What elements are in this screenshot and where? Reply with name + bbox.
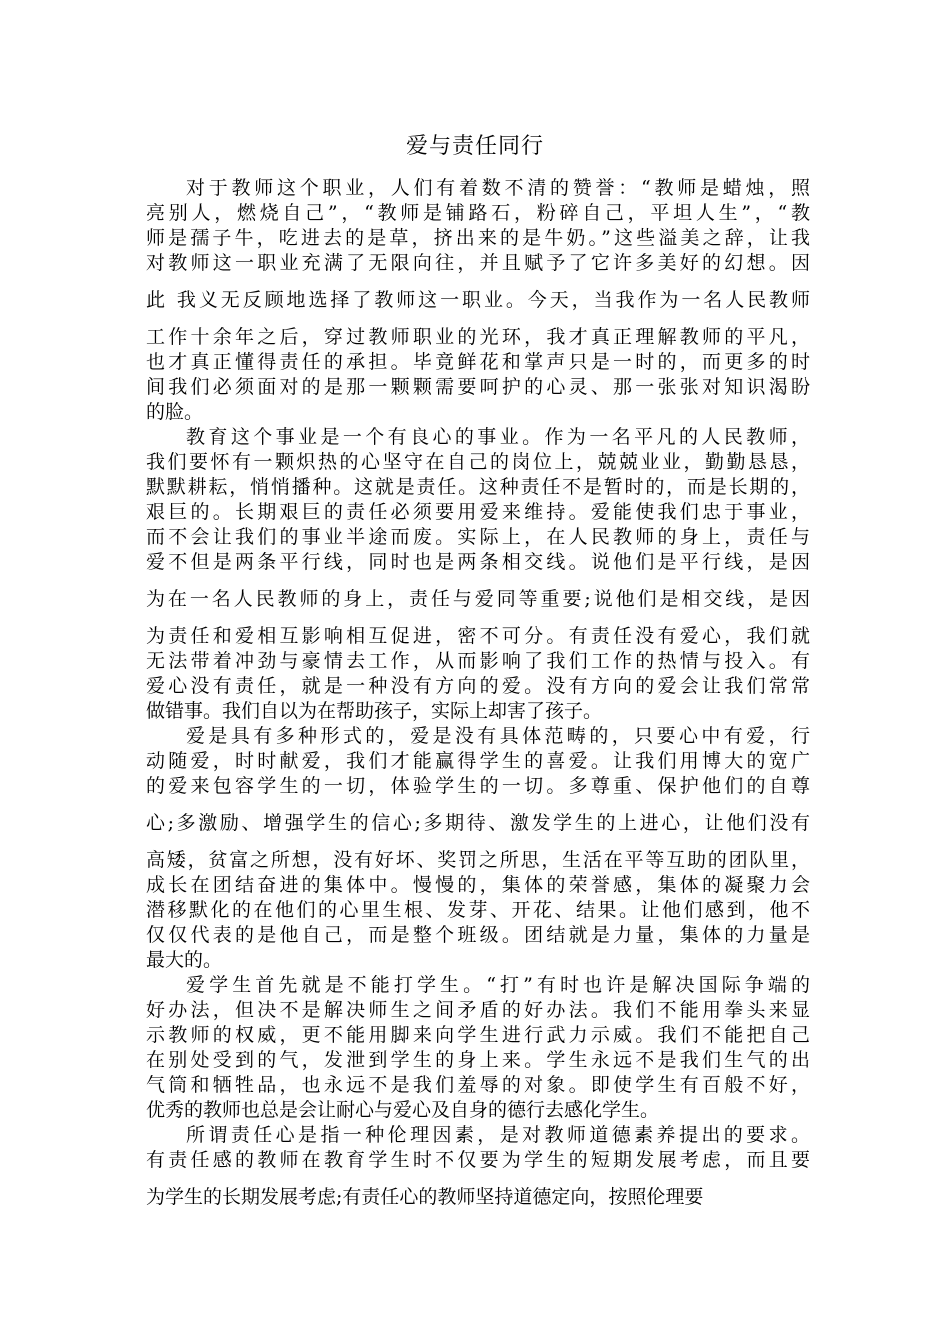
text-line: 优秀的教师也总是会让耐心与爱心及自身的德行去感化学生。	[146, 1099, 660, 1121]
text-line: 也才真正懂得责任的承担。毕竟鲜花和掌声只是一时的，而更多的时	[146, 351, 810, 373]
text-line: 心;多激励、增强学生的信心;多期待、激发学生的上进心，让他们没有	[146, 812, 810, 834]
text-line: 师是孺子牛，吃进去的是草，挤出来的是牛奶。”这些溢美之辞，让我	[146, 227, 810, 249]
text-line: 成长在团结奋进的集体中。慢慢的，集体的荣誉感，集体的凝聚力会	[146, 874, 810, 896]
text-line: 间我们必须面对的是那一颗颗需要呵护的心灵、那一张张对知识渴盼	[146, 376, 810, 398]
text-line: 的脸。	[146, 401, 204, 423]
document-title: 爱与责任同行	[405, 134, 544, 159]
text-line: 动随爱，时时献爱，我们才能赢得学生的喜爱。让我们用博大的宽广	[146, 750, 810, 772]
text-line: 而不会让我们的事业半途而废。实际上，在人民教师的身上，责任与	[146, 526, 810, 548]
text-line: 爱不但是两条平行线，同时也是两条相交线。说他们是平行线，是因	[146, 551, 810, 573]
text-line: 高矮，贫富之所想，没有好坏、奖罚之所思，生活在平等互助的团队里，	[146, 849, 810, 871]
text-line: 在别处受到的气，发泄到学生的身上来。学生永远不是我们生气的出	[146, 1049, 810, 1071]
text-line: 做错事。我们自以为在帮助孩子，实际上却害了孩子。	[146, 700, 603, 722]
text-line: 默默耕耘，悄悄播种。这就是责任。这种责任不是暂时的，而是长期的，	[146, 476, 810, 498]
text-line: 最大的。	[146, 949, 223, 971]
text-line: 仅仅代表的是他自己，而是整个班级。团结就是力量，集体的力量是	[146, 924, 810, 946]
text-line: 示教师的权威，更不能用脚来向学生进行武力示威。我们不能把自己	[146, 1024, 810, 1046]
text-line: 此 我义无反顾地选择了教师这一职业。今天，当我作为一名人民教师	[146, 289, 810, 311]
text-line: 亮别人，燃烧自己”，“教师是铺路石，粉碎自己，平坦人生”，“教	[146, 202, 810, 224]
text-line: 有责任感的教师在教育学生时不仅要为学生的短期发展考虑，而且要	[146, 1149, 810, 1171]
text-line: 所谓责任心是指一种伦理因素，是对教师道德素养提出的要求。	[186, 1124, 810, 1146]
text-line: 艰巨的。长期艰巨的责任必须要用爱来维持。爱能使我们忠于事业，	[146, 501, 810, 523]
text-line: 爱是具有多种形式的，爱是没有具体范畴的，只要心中有爱，行	[186, 725, 810, 747]
text-line: 我们要怀有一颗炽热的心坚守在自己的岗位上，兢兢业业，勤勤恳恳，	[146, 451, 810, 473]
text-line: 气筒和牺牲品，也永远不是我们羞辱的对象。即使学生有百般不好，	[146, 1074, 810, 1096]
text-line: 无法带着冲劲与豪情去工作，从而影响了我们工作的热情与投入。有	[146, 650, 810, 672]
text-line: 为学生的长期发展考虑;有责任心的教师坚持道德定向，按照伦理要	[146, 1186, 704, 1208]
text-line: 爱学生首先就是不能打学生。“打”有时也许是解决国际争端的	[186, 974, 810, 996]
text-line: 工作十余年之后，穿过教师职业的光环，我才真正理解教师的平凡，	[146, 326, 810, 348]
text-line: 为责任和爱相互影响相互促进，密不可分。有责任没有爱心，我们就	[146, 625, 810, 647]
text-line: 潜移默化的在他们的心里生根、发芽、开花、结果。让他们感到，他不	[146, 899, 810, 921]
text-line: 教育这个事业是一个有良心的事业。作为一名平凡的人民教师，	[186, 426, 810, 448]
text-line: 爱心没有责任，就是一种没有方向的爱。没有方向的爱会让我们常常	[146, 675, 810, 697]
text-line: 的爱来包容学生的一切，体验学生的一切。多尊重、保护他们的自尊	[146, 775, 810, 797]
text-line: 好办法，但决不是解决师生之间矛盾的好办法。我们不能用拳头来显	[146, 999, 810, 1021]
text-line: 为在一名人民教师的身上，责任与爱同等重要;说他们是相交线，是因	[146, 588, 810, 610]
text-line: 对于教师这个职业，人们有着数不清的赞誉：“教师是蜡烛，照	[186, 177, 810, 199]
text-line: 对教师这一职业充满了无限向往，并且赋予了它许多美好的幻想。因	[146, 252, 810, 274]
